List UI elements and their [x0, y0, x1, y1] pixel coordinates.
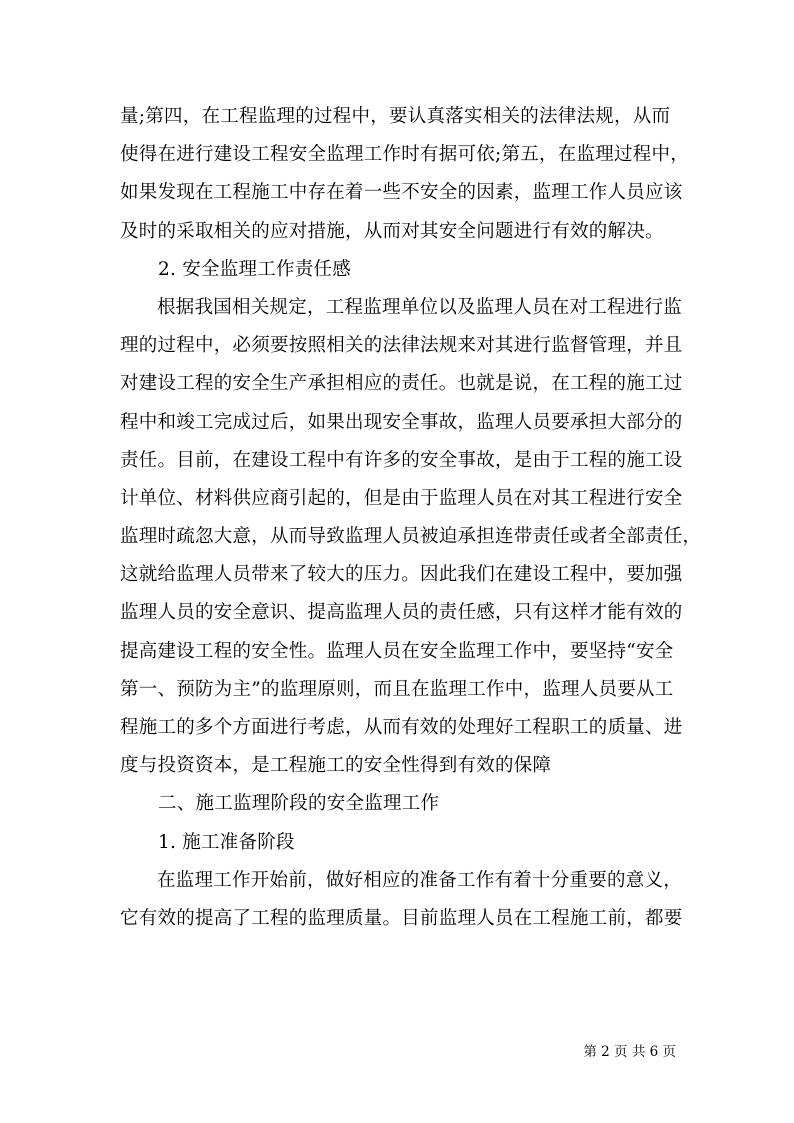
paragraph-line: 及时的采取相关的应对措施，从而对其安全问题进行有效的解决。: [120, 220, 664, 242]
paragraph-line: 这就给监理人员带来了较大的压力。因此我们在建设工程中，要加强: [120, 564, 683, 586]
paragraph-line: 责任。目前，在建设工程中有许多的安全事故，是由于工程的施工设: [120, 449, 683, 471]
subsection-heading: 1. 施工准备阶段: [158, 831, 295, 853]
paragraph-line: 度与投资资本，是工程施工的安全性得到有效的保障: [120, 755, 552, 777]
paragraph-line: 量;第四，在工程监理的过程中，要认真落实相关的法律法规，从而: [120, 106, 671, 127]
section-heading: 2. 安全监理工作责任感: [158, 258, 352, 280]
paragraph-line: 计单位、材料供应商引起的，但是由于监理人员在对其工程进行安全: [120, 487, 683, 509]
paragraph-line: 如果发现在工程施工中存在着一些不安全的因素，监理工作人员应该: [120, 182, 683, 204]
paragraph-line: 监理人员的安全意识、提高监理人员的责任感，只有这样才能有效的: [120, 602, 683, 624]
paragraph-line: 它有效的提高了工程的监理质量。目前监理人员在工程施工前，都要: [120, 907, 683, 929]
paragraph-line: 监理时疏忽大意，从而导致监理人员被迫承担连带责任或者全部责任，: [120, 526, 702, 548]
paragraph-line: 根据我国相关规定，工程监理单位以及监理人员在对工程进行监: [157, 296, 683, 318]
paragraph-line: 提高建设工程的安全性。监理人员在安全监理工作中，要坚持“安全: [120, 640, 674, 662]
paragraph-line: 程中和竣工完成过后，如果出现安全事故，监理人员要承担大部分的: [120, 411, 683, 433]
section-heading: 二、施工监理阶段的安全监理工作: [158, 793, 440, 815]
paragraph-line: 使得在进行建设工程安全监理工作时有据可依;第五，在监理过程中，: [120, 144, 689, 166]
paragraph-line: 程施工的多个方面进行考虑，从而有效的处理好工程职工的质量、进: [120, 717, 683, 738]
page-number-footer: 第 2 页 共 6 页: [583, 1044, 676, 1060]
paragraph-line: 理的过程中，必须要按照相关的法律法规来对其进行监督管理，并且: [120, 335, 683, 357]
body-text: [120, 98, 702, 938]
paragraph-line: 第一、预防为主”的监理原则，而且在监理工作中，监理人员要从工: [120, 678, 674, 700]
paragraph-line: 在监理工作开始前，做好相应的准备工作有着十分重要的意义，: [157, 869, 683, 891]
paragraph-line: 对建设工程的安全生产承担相应的责任。也就是说，在工程的施工过: [120, 373, 683, 395]
